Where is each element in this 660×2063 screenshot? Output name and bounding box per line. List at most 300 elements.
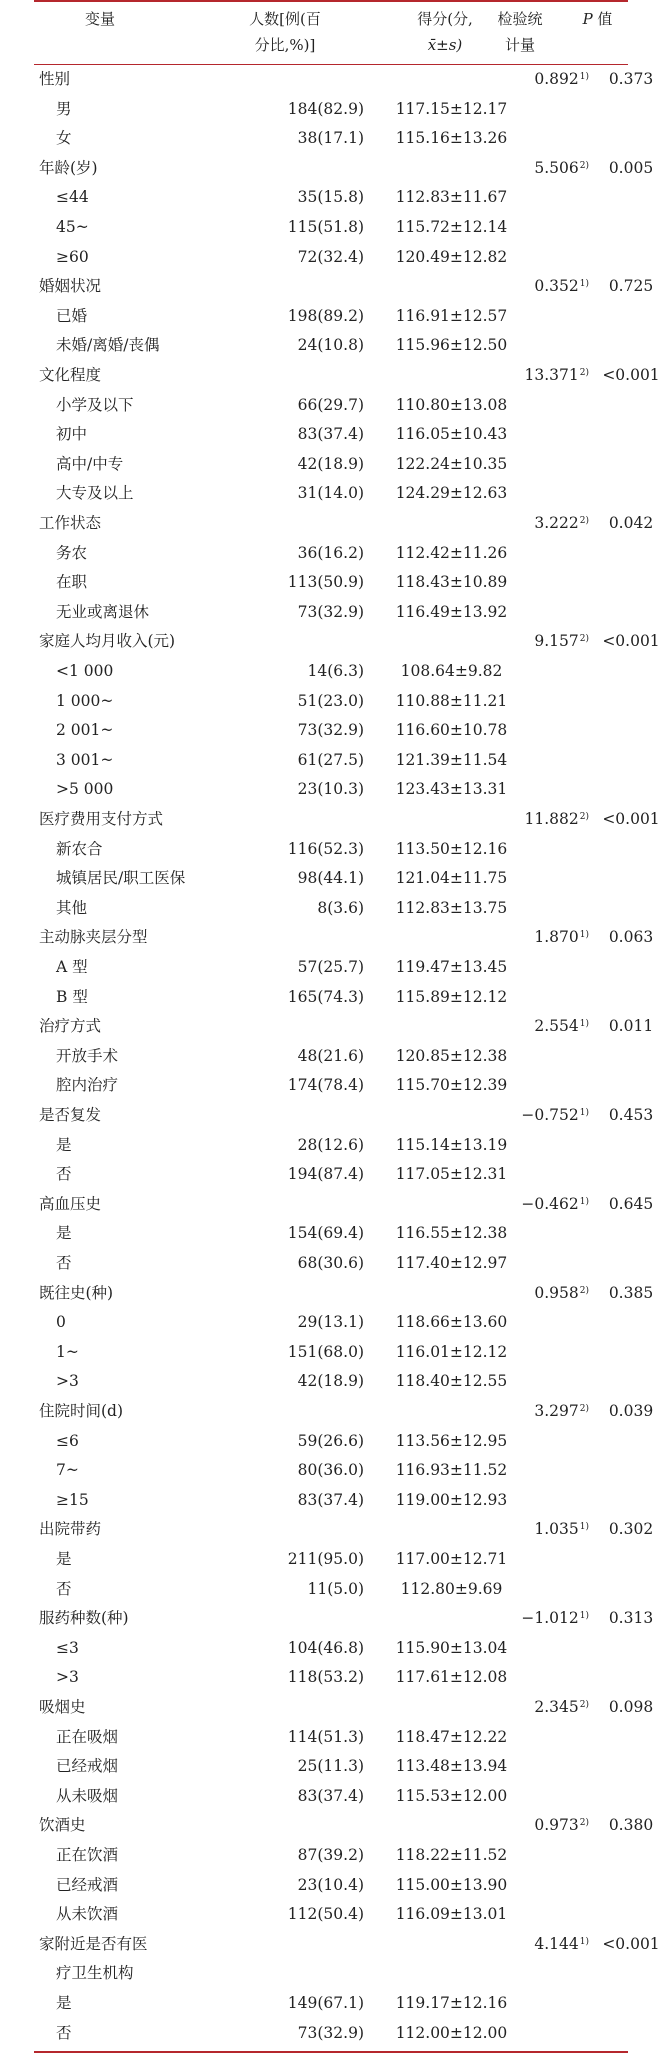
- table-row-group: [34, 1693, 654, 1722]
- row-label: 家庭人均月收入(元): [39, 632, 176, 651]
- count-cell: 57(25.7): [297, 958, 364, 976]
- header-test-statistic: [470, 6, 570, 58]
- table-row-sub: [34, 391, 628, 420]
- table-row-sub: [34, 1486, 628, 1515]
- row-label: 是: [56, 1994, 72, 2012]
- row-label: 年龄(岁): [39, 158, 98, 177]
- row-label: 高中/中专: [56, 454, 124, 473]
- row-label: >5 000: [56, 780, 114, 799]
- count-cell: 72(32.4): [297, 247, 364, 266]
- score-cell: 116.91±12.57: [395, 306, 508, 325]
- row-label: 7~: [56, 1461, 79, 1480]
- table-bottom-rule: [34, 2051, 628, 2053]
- table-row-sub: [34, 183, 628, 212]
- header-variable: [40, 6, 160, 32]
- test-method-footnote: 2): [579, 516, 589, 526]
- row-label: 腔内治疗: [56, 1076, 119, 1095]
- row-label: 吸烟史: [39, 1698, 86, 1716]
- row-label: 已经戒烟: [56, 1757, 119, 1776]
- test-statistic-cell: [489, 361, 589, 390]
- row-label: 45~: [56, 218, 89, 236]
- row-label: >3: [56, 1372, 79, 1391]
- test-statistic-cell: [489, 1811, 589, 1840]
- score-cell: 112.00±12.00: [395, 2023, 508, 2042]
- row-label: 既往史(种): [39, 1283, 114, 1302]
- count-cell: 211(95.0): [287, 1550, 364, 1568]
- score-cell: 115.53±12.00: [395, 1786, 508, 1805]
- table-row-sub: [34, 1160, 628, 1189]
- count-cell: 151(68.0): [287, 1342, 364, 1361]
- count-cell: 31(14.0): [297, 484, 364, 503]
- test-method-footnote: 1): [579, 1196, 589, 1207]
- test-method-footnote: 2): [579, 1700, 589, 1710]
- table-row-sub: [34, 1752, 628, 1781]
- p-value-cell: 0.373: [608, 70, 654, 88]
- row-label: 治疗方式: [39, 1017, 102, 1036]
- test-method-footnote: 1): [579, 72, 589, 82]
- table-row-sub: [34, 450, 628, 479]
- score-cell: 116.55±12.38: [395, 1224, 508, 1243]
- test-statistic-cell: [489, 1515, 589, 1544]
- test-statistic-cell: [489, 1012, 589, 1041]
- p-value-cell: 0.380: [608, 1816, 654, 1835]
- table-row-group: [34, 1515, 654, 1544]
- count-cell: 115(51.8): [287, 218, 364, 236]
- count-cell: 98(44.1): [297, 869, 364, 888]
- score-cell: 120.49±12.82: [395, 247, 508, 266]
- test-statistic-value: 1.035: [534, 1520, 579, 1539]
- table-row-group: [34, 1279, 654, 1308]
- count-cell: 42(18.9): [297, 454, 364, 473]
- row-label: 家附近是否有医: [39, 1934, 148, 1953]
- table-row-sub: [34, 1427, 628, 1456]
- table-row-group: [34, 1930, 660, 1959]
- row-label: 1~: [56, 1342, 79, 1361]
- table-row-sub: [34, 1989, 628, 2018]
- row-label: 性别: [39, 70, 71, 88]
- score-cell: 116.60±10.78: [395, 721, 508, 740]
- table-row-sub: [34, 835, 628, 864]
- count-cell: 29(13.1): [297, 1313, 364, 1332]
- score-cell: 108.64±9.82: [400, 662, 503, 680]
- score-cell: 117.05±12.31: [395, 1165, 508, 1184]
- test-method-footnote: 2): [579, 368, 589, 378]
- score-cell: 113.56±12.95: [395, 1431, 508, 1450]
- count-cell: 194(87.4): [287, 1165, 364, 1184]
- table-row-sub: [34, 1071, 628, 1100]
- score-cell: 115.16±13.26: [395, 129, 508, 148]
- row-label: 从未饮酒: [56, 1905, 119, 1924]
- table-row-sub: [34, 124, 628, 153]
- count-cell: 73(32.9): [297, 2023, 364, 2042]
- test-method-footnote: 2): [579, 1818, 589, 1829]
- count-cell: 14(6.3): [307, 662, 364, 680]
- row-label: ≤6: [56, 1431, 79, 1450]
- row-label: ≥60: [56, 247, 89, 266]
- test-statistic-value: −1.012: [521, 1609, 579, 1628]
- row-label: 1 000~: [56, 691, 114, 710]
- score-cell: 117.61±12.08: [395, 1668, 508, 1687]
- row-label: 无业或离退休: [56, 602, 150, 621]
- score-cell: 115.14±13.19: [395, 1135, 508, 1154]
- header-score-line2: x̄±s): [427, 36, 463, 54]
- score-cell: 115.96±12.50: [395, 336, 508, 355]
- test-statistic-cell: [489, 923, 589, 952]
- count-cell: 184(82.9): [287, 99, 364, 118]
- table-row-sub: [34, 1723, 628, 1752]
- row-label: 工作状态: [39, 514, 102, 532]
- table-row-sub: [34, 539, 628, 568]
- row-label: 医疗费用支付方式: [39, 810, 164, 828]
- row-label: 饮酒史: [39, 1816, 86, 1835]
- count-cell: 38(17.1): [297, 129, 364, 148]
- test-statistic-cell: [489, 1279, 589, 1308]
- table-row-group: [34, 361, 660, 390]
- table-row-sub: [34, 479, 628, 508]
- score-cell: 116.49±13.92: [395, 602, 508, 621]
- test-statistic-value: 0.973: [534, 1816, 579, 1835]
- table-row-sub: [34, 1338, 628, 1367]
- table-row-sub: [34, 983, 628, 1012]
- table-row-sub: [34, 243, 628, 272]
- row-label: 否: [56, 1254, 72, 1272]
- count-cell: 11(5.0): [307, 1579, 364, 1598]
- test-method-footnote: 2): [579, 1404, 589, 1414]
- score-cell: 112.42±11.26: [395, 543, 508, 562]
- p-value-cell: 0.005: [608, 158, 654, 177]
- score-cell: 116.01±12.12: [395, 1342, 508, 1361]
- test-method-footnote: 1): [579, 930, 589, 941]
- count-cell: 174(78.4): [287, 1076, 364, 1095]
- score-cell: 110.80±13.08: [395, 395, 508, 414]
- table-row-sub: [34, 1131, 628, 1160]
- table-row-sub: [34, 2019, 628, 2048]
- row-label: 初中: [56, 425, 88, 444]
- header-p-rest: 值: [592, 10, 613, 28]
- count-cell: 25(11.3): [297, 1757, 364, 1776]
- count-cell: 73(32.9): [297, 721, 364, 740]
- row-label: 城镇居民/职工医保: [56, 869, 186, 888]
- score-cell: 115.90±13.04: [395, 1638, 508, 1657]
- score-cell: 112.83±11.67: [395, 188, 508, 207]
- count-cell: 48(21.6): [297, 1046, 364, 1065]
- test-statistic-value: 11.882: [524, 810, 579, 828]
- count-cell: 87(39.2): [297, 1846, 364, 1864]
- row-label: 正在饮酒: [56, 1846, 119, 1864]
- table-row-sub: [34, 1575, 628, 1604]
- test-statistic-value: 1.870: [534, 928, 579, 947]
- table-row-sub: [34, 302, 628, 331]
- table-row-sub: [34, 95, 628, 124]
- score-cell: 118.43±10.89: [395, 573, 508, 592]
- row-label: 出院带药: [39, 1520, 102, 1539]
- test-statistic-value: 2.554: [534, 1017, 579, 1036]
- test-statistic-value: 3.297: [534, 1402, 579, 1420]
- score-cell: 116.09±13.01: [395, 1905, 508, 1924]
- table-row-sub: [34, 568, 628, 597]
- header-count: [215, 6, 355, 58]
- row-label: 务农: [56, 543, 88, 562]
- count-cell: 36(16.2): [297, 543, 364, 562]
- row-label: 否: [56, 2023, 72, 2042]
- p-value-cell: 0.302: [608, 1520, 654, 1539]
- table-row-group: [34, 65, 654, 94]
- table-row-sub: [34, 1959, 628, 1988]
- row-label: 是: [56, 1135, 72, 1154]
- row-label: 文化程度: [39, 366, 102, 384]
- score-cell: 119.00±12.93: [395, 1490, 508, 1509]
- score-cell: 119.47±13.45: [395, 958, 508, 976]
- count-cell: 83(37.4): [297, 1490, 364, 1509]
- test-statistic-cell: [489, 1930, 589, 1959]
- test-method-footnote: 1): [579, 1522, 589, 1533]
- score-cell: 118.22±11.52: [395, 1846, 508, 1864]
- table-row-group: [34, 1811, 654, 1840]
- table-row-group: [34, 1397, 654, 1426]
- table-row-group: [34, 1604, 654, 1633]
- row-label: 已婚: [56, 306, 88, 325]
- row-label: 否: [56, 1165, 72, 1184]
- count-cell: 112(50.4): [287, 1905, 364, 1924]
- test-method-footnote: 2): [579, 812, 589, 822]
- row-label: 高血压史: [39, 1194, 102, 1213]
- test-statistic-cell: [489, 1397, 589, 1426]
- score-cell: 115.89±12.12: [395, 987, 508, 1006]
- test-statistic-cell: [489, 805, 589, 834]
- row-label: 开放手术: [56, 1046, 119, 1065]
- table-row-sub: [34, 1634, 628, 1663]
- table-row-group: [34, 272, 654, 301]
- p-value-cell: 0.042: [608, 514, 654, 532]
- header-count-line2: 分比,%)]: [254, 36, 316, 54]
- test-statistic-value: −0.752: [521, 1106, 579, 1124]
- table-row-sub: [34, 1900, 628, 1929]
- row-label: 在职: [56, 573, 88, 592]
- row-label: 服药种数(种): [39, 1609, 129, 1628]
- row-label: 否: [56, 1579, 72, 1598]
- p-value-cell: 0.453: [608, 1106, 654, 1124]
- table-row-sub: [34, 864, 628, 893]
- test-statistic-value: 9.157: [534, 632, 579, 651]
- score-cell: 119.17±12.16: [395, 1994, 508, 2012]
- table-row-sub: [34, 1042, 628, 1071]
- row-label: A 型: [56, 958, 88, 976]
- row-label: 其他: [56, 898, 88, 917]
- table-row-group: [34, 627, 660, 656]
- header-score-line1: 得分(分,: [417, 10, 473, 28]
- row-label: ≤44: [56, 188, 89, 207]
- table-row-sub: [34, 657, 628, 686]
- test-statistic-value: 0.958: [534, 1283, 579, 1302]
- test-statistic-value: 3.222: [534, 514, 579, 532]
- row-label: 主动脉夹层分型: [39, 928, 148, 947]
- row-label: 从未吸烟: [56, 1786, 119, 1805]
- count-cell: 149(67.1): [287, 1994, 364, 2012]
- test-statistic-value: 2.345: [534, 1698, 579, 1716]
- table-top-rule: [34, 0, 628, 2]
- table-row-sub: [34, 420, 628, 449]
- test-statistic-cell: [489, 1604, 589, 1633]
- score-cell: 121.04±11.75: [395, 869, 508, 888]
- row-label: ≥15: [56, 1490, 89, 1509]
- row-label: 2 001~: [56, 721, 114, 740]
- table-row-sub: [34, 1871, 628, 1900]
- count-cell: 165(74.3): [287, 987, 364, 1006]
- test-statistic-cell: [489, 1101, 589, 1130]
- test-method-footnote: 1): [579, 279, 589, 290]
- count-cell: 61(27.5): [297, 750, 364, 769]
- score-cell: 110.88±11.21: [395, 691, 508, 710]
- row-label: 是否复发: [39, 1106, 102, 1124]
- count-cell: 42(18.9): [297, 1372, 364, 1391]
- p-value-cell: 0.011: [608, 1017, 654, 1036]
- count-cell: 28(12.6): [297, 1135, 364, 1154]
- test-statistic-cell: [489, 627, 589, 656]
- test-statistic-cell: [489, 272, 589, 301]
- score-cell: 115.00±13.90: [395, 1875, 508, 1894]
- header-p-value: [560, 6, 635, 32]
- row-label: 已经戒酒: [56, 1875, 119, 1894]
- score-cell: 118.40±12.55: [395, 1372, 508, 1391]
- test-statistic-cell: [489, 1693, 589, 1722]
- score-cell: 117.40±12.97: [395, 1254, 508, 1272]
- count-cell: 113(50.9): [287, 573, 364, 592]
- header-count-line1: 人数[例(百: [249, 10, 321, 28]
- count-cell: 83(37.4): [297, 425, 364, 444]
- test-method-footnote: 1): [579, 1108, 589, 1118]
- score-cell: 115.72±12.14: [395, 218, 508, 236]
- p-value-cell: 0.098: [608, 1698, 654, 1716]
- test-statistic-cell: [489, 1190, 589, 1219]
- count-cell: 104(46.8): [287, 1638, 364, 1657]
- count-cell: 66(29.7): [297, 395, 364, 414]
- table-row-sub: [34, 716, 628, 745]
- test-method-footnote: 2): [579, 1285, 589, 1296]
- table-row-group: [34, 923, 654, 952]
- header-p-italic: P: [582, 10, 593, 28]
- test-statistic-value: 13.371: [524, 366, 579, 384]
- header-test-line1: 检验统: [497, 10, 543, 28]
- row-label: 小学及以下: [56, 395, 134, 414]
- header-test-line2: 计量: [504, 36, 535, 54]
- test-statistic-value: 0.352: [534, 277, 579, 296]
- count-cell: 116(52.3): [287, 839, 364, 858]
- score-cell: 113.48±13.94: [395, 1757, 508, 1776]
- count-cell: 68(30.6): [297, 1254, 364, 1272]
- score-cell: 124.29±12.63: [395, 484, 508, 503]
- table-row-sub: [34, 1663, 628, 1692]
- row-label: 男: [56, 99, 72, 118]
- score-cell: 112.80±9.69: [400, 1579, 503, 1598]
- score-cell: 116.93±11.52: [395, 1461, 508, 1480]
- row-label: 是: [56, 1550, 72, 1568]
- score-cell: 113.50±12.16: [395, 839, 508, 858]
- p-value-cell: <0.001: [602, 810, 660, 828]
- score-cell: 118.47±12.22: [395, 1727, 508, 1746]
- count-cell: 35(15.8): [297, 188, 364, 207]
- table-row-sub: [34, 1308, 628, 1337]
- row-label: 住院时间(d): [39, 1402, 124, 1420]
- p-value-cell: 0.039: [608, 1402, 654, 1420]
- row-label: 大专及以上: [56, 484, 134, 503]
- row-label: <1 000: [56, 662, 114, 680]
- count-cell: 83(37.4): [297, 1786, 364, 1805]
- score-cell: 121.39±11.54: [395, 750, 508, 769]
- table-row-sub: [34, 953, 628, 982]
- p-value-cell: <0.001: [602, 1934, 660, 1953]
- score-cell: 117.15±12.17: [395, 99, 508, 118]
- count-cell: 198(89.2): [287, 306, 364, 325]
- p-value-cell: 0.385: [608, 1283, 654, 1302]
- count-cell: 59(26.6): [297, 1431, 364, 1450]
- test-statistic-value: 5.506: [534, 158, 579, 177]
- score-cell: 118.66±13.60: [395, 1313, 508, 1332]
- test-method-footnote: 2): [579, 160, 589, 171]
- row-label: 未婚/离婚/丧偶: [56, 336, 160, 355]
- table-row-sub: [34, 1456, 628, 1485]
- score-cell: 116.05±10.43: [395, 425, 508, 444]
- count-cell: 51(23.0): [297, 691, 364, 710]
- count-cell: 114(51.3): [287, 1727, 364, 1746]
- count-cell: 23(10.3): [297, 780, 364, 799]
- p-value-cell: 0.063: [608, 928, 654, 947]
- p-value-cell: <0.001: [602, 366, 660, 384]
- row-label: 3 001~: [56, 750, 114, 769]
- header-variable-text: 变量: [84, 10, 115, 28]
- test-statistic-cell: [489, 154, 589, 183]
- table-row-sub: [34, 1782, 628, 1811]
- score-cell: 120.85±12.38: [395, 1046, 508, 1065]
- score-cell: 117.00±12.71: [395, 1550, 508, 1568]
- table-row-sub: [34, 894, 628, 923]
- table-row-sub: [34, 331, 628, 360]
- count-cell: 24(10.8): [297, 336, 364, 355]
- row-label: 新农合: [56, 839, 103, 858]
- score-cell: 122.24±10.35: [395, 454, 508, 473]
- table-row-group: [34, 154, 654, 183]
- test-statistic-value: 0.892: [534, 70, 579, 88]
- score-cell: 123.43±13.31: [395, 780, 508, 799]
- row-label: >3: [56, 1668, 79, 1687]
- table-row-sub: [34, 1841, 628, 1870]
- table-row-group: [34, 509, 654, 538]
- test-method-footnote: 1): [579, 1019, 589, 1030]
- p-value-cell: 0.313: [608, 1609, 654, 1628]
- row-label: 正在吸烟: [56, 1727, 119, 1746]
- p-value-cell: 0.725: [608, 277, 654, 296]
- table-row-sub: [34, 746, 628, 775]
- table-row-group: [34, 1190, 654, 1219]
- test-statistic-value: −0.462: [521, 1194, 579, 1213]
- row-label: 婚姻状况: [39, 277, 102, 296]
- table-row-group: [34, 805, 660, 834]
- table-row-group: [34, 1101, 654, 1130]
- count-cell: 73(32.9): [297, 602, 364, 621]
- p-value-cell: 0.645: [608, 1194, 654, 1213]
- score-cell: 115.70±12.39: [395, 1076, 508, 1095]
- table-row-group: [34, 1012, 654, 1041]
- row-label: 是: [56, 1224, 72, 1243]
- p-value-cell: <0.001: [602, 632, 660, 651]
- row-label: ≤3: [56, 1638, 79, 1657]
- table-row-sub: [34, 1219, 628, 1248]
- test-statistic-cell: [489, 509, 589, 538]
- table-row-sub: [34, 1367, 628, 1396]
- test-method-footnote: 1): [579, 1611, 589, 1622]
- table-row-sub: [34, 1545, 628, 1574]
- table-row-sub: [34, 687, 628, 716]
- row-label: B 型: [56, 987, 88, 1006]
